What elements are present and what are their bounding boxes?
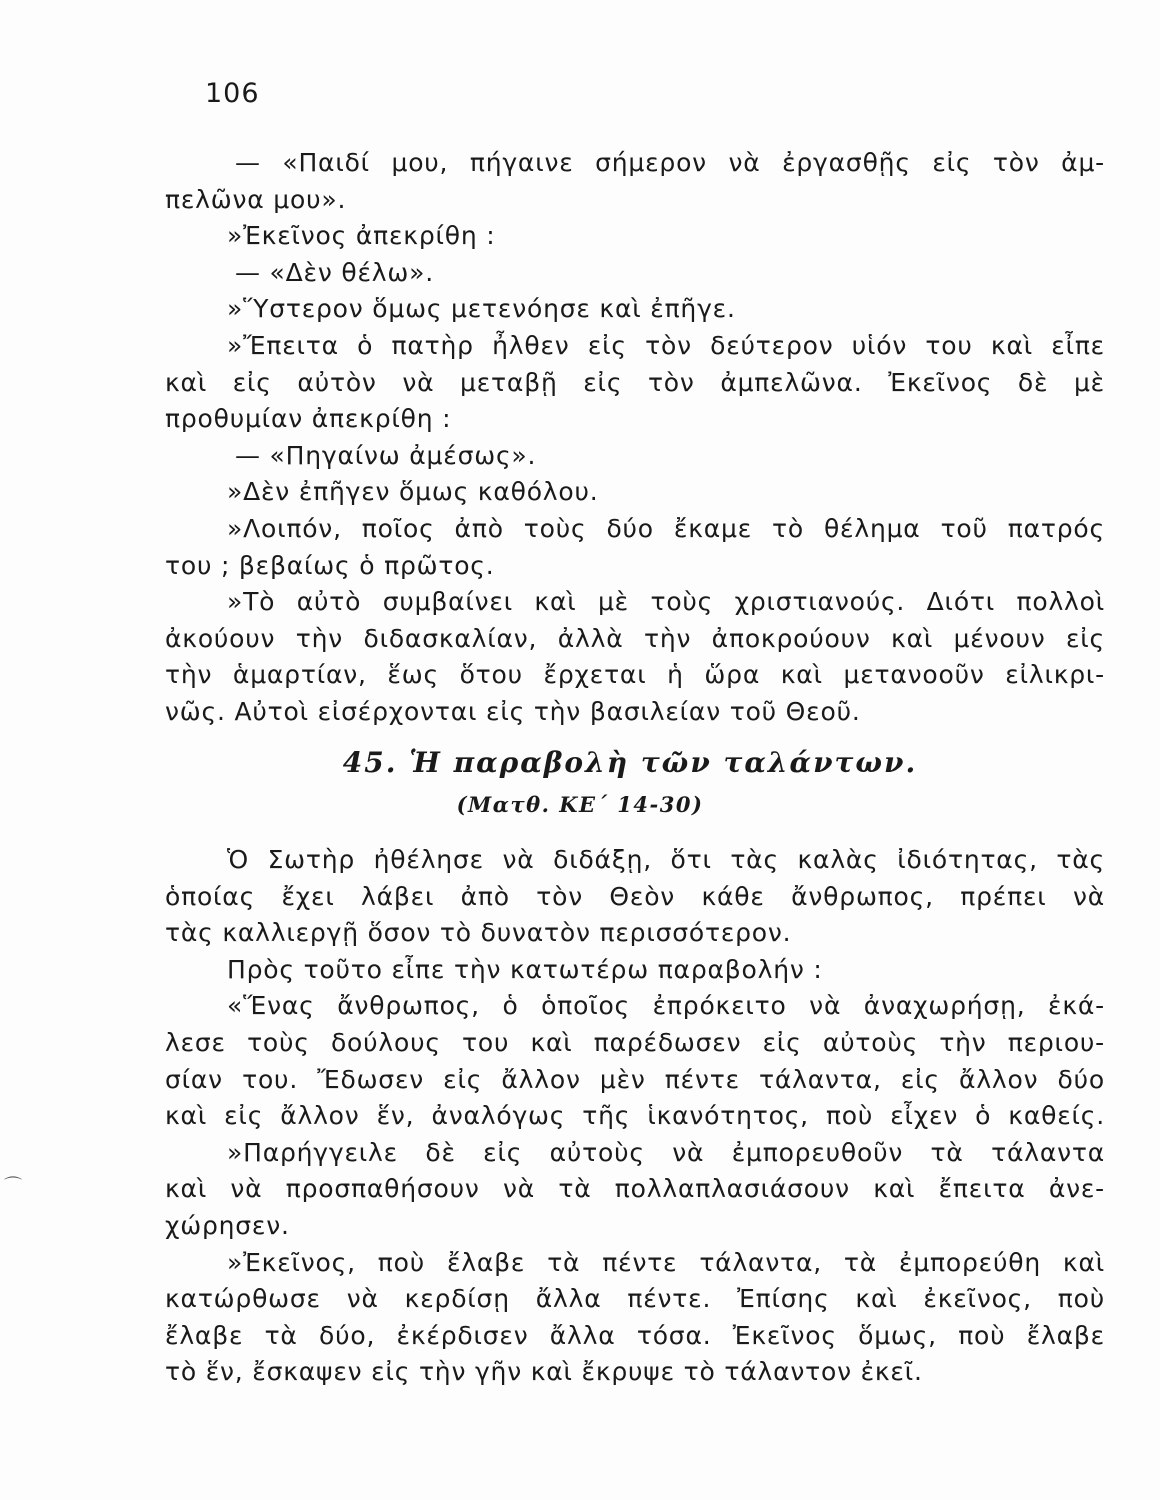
text-line: — «Δὲν θέλω». [235, 257, 434, 287]
text-line: ἔλαβε τὰ δύο, ἐκέρδισεν ἄλλα τόσα. Ἐκεῖνος ὅμως, ποὺ ἔλαβε [165, 1320, 1105, 1350]
text-line: τὸ ἕν, ἔσκαψεν εἰς τὴν γῆν καὶ ἔκρυψε τὸ τάλαντον ἐκεῖ. [165, 1357, 923, 1387]
text-line: προθυμίαν ἀπεκρίθη : [165, 404, 452, 434]
text-line: νῶς. Αὐτοὶ εἰσέρχονται εἰς τὴν βασιλείαν τοῦ Θεοῦ. [165, 696, 861, 726]
text-line: χώρησεν. [165, 1210, 290, 1240]
text-line: »Ἔπειτα ὁ πατὴρ ἦλθεν εἰς τὸν δεύτερον υἱόν του καὶ εἶπε [227, 330, 1105, 360]
text-line: τὴν ἁμαρτίαν, ἕως ὅτου ἔρχεται ἡ ὥρα καὶ μετανοοῦν εἰλικρι- [165, 660, 1105, 690]
text-line: »Παρήγγειλε δὲ εἰς αὐτοὺς νὰ ἐμπορευθοῦν τὰ τάλαντα [227, 1137, 1105, 1167]
text-line: σίαν του. Ἔδωσεν εἰς ἄλλον μὲν πέντε τάλαντα, εἰς ἄλλον δύο [165, 1064, 1105, 1094]
upper-text-block [165, 145, 1105, 731]
text-line: ἀκούουν τὴν διδασκαλίαν, ἀλλὰ τὴν ἀποκρούουν καὶ μένουν εἰς [165, 623, 1105, 653]
text-line: Ὁ Σωτὴρ ἠθέλησε νὰ διδάξῃ, ὅτι τὰς καλὰς ἰδιότητας, τὰς [227, 845, 1105, 874]
text-line: ὁποίας ἔχει λάβει ἀπὸ τὸν Θεὸν κάθε ἄνθρωπος, πρέπει νὰ [165, 881, 1105, 911]
text-line: »Ἐκεῖνος, ποὺ ἔλαβε τὰ πέντε τάλαντα, τὰ ἐμπορεύθη καὶ [227, 1247, 1105, 1277]
page-number: 106 [205, 78, 260, 109]
text-line: κατώρθωσε νὰ κερδίσῃ ἄλλα πέντε. Ἐπίσης καὶ ἐκεῖνος, ποὺ [165, 1284, 1105, 1314]
section-reference: (Ματθ. ΚΕ΄ 14-30) [456, 792, 704, 817]
text-line: πελῶνα μου». [165, 184, 347, 214]
section-title: 45. Ἡ παραβολὴ τῶν ταλάντων. [342, 746, 918, 779]
text-line: »Ἐκεῖνος ἀπεκρίθη : [227, 221, 496, 251]
text-line: λεσε τοὺς δούλους του καὶ παρέδωσεν εἰς αὐτοὺς τὴν περιου- [165, 1027, 1105, 1057]
text-line: καὶ εἰς ἄλλον ἕν, ἀναλόγως τῆς ἱκανότητος, ποὺ εἶχεν ὁ καθείς. [165, 1101, 1105, 1131]
text-line: Πρὸς τοῦτο εἶπε τὴν κατωτέρω παραβολήν : [227, 954, 823, 984]
text-line: καὶ νὰ προσπαθήσουν νὰ τὰ πολλαπλασιάσουν καὶ ἔπειτα ἀνε- [165, 1174, 1105, 1204]
text-line: — «Πηγαίνω ἀμέσως». [235, 440, 537, 470]
text-line: του ; βεβαίως ὁ πρῶτος. [165, 550, 495, 580]
text-line: »Δὲν ἐπῆγεν ὅμως καθόλου. [227, 477, 599, 507]
text-line: — «Παιδί μου, πήγαινε σήμερον νὰ ἐργασθῇς εἰς τὸν ἀμ- [235, 148, 1105, 177]
text-line: »Λοιπόν, ποῖος ἀπὸ τοὺς δύο ἔκαμε τὸ θέλημα τοῦ πατρός [227, 513, 1105, 543]
text-line: καὶ εἰς αὐτὸν νὰ μεταβῇ εἰς τὸν ἀμπελῶνα. Ἐκεῖνος δὲ μὲ [165, 367, 1105, 397]
margin-mark: ⌒ [4, 1176, 22, 1197]
text-line: »Ὕστερον ὅμως μετενόησε καὶ ἐπῆγε. [227, 294, 736, 324]
lower-text-block [165, 842, 1105, 1391]
text-line: »Τὸ αὐτὸ συμβαίνει καὶ μὲ τοὺς χριστιανούς. Διότι πολλοὶ [227, 587, 1105, 617]
text-line: «Ἕνας ἄνθρωπος, ὁ ὁποῖος ἐπρόκειτο νὰ ἀναχωρήσῃ, ἐκά- [227, 991, 1105, 1021]
text-line: τὰς καλλιεργῇ ὅσον τὸ δυνατὸν περισσότερον. [165, 918, 792, 948]
